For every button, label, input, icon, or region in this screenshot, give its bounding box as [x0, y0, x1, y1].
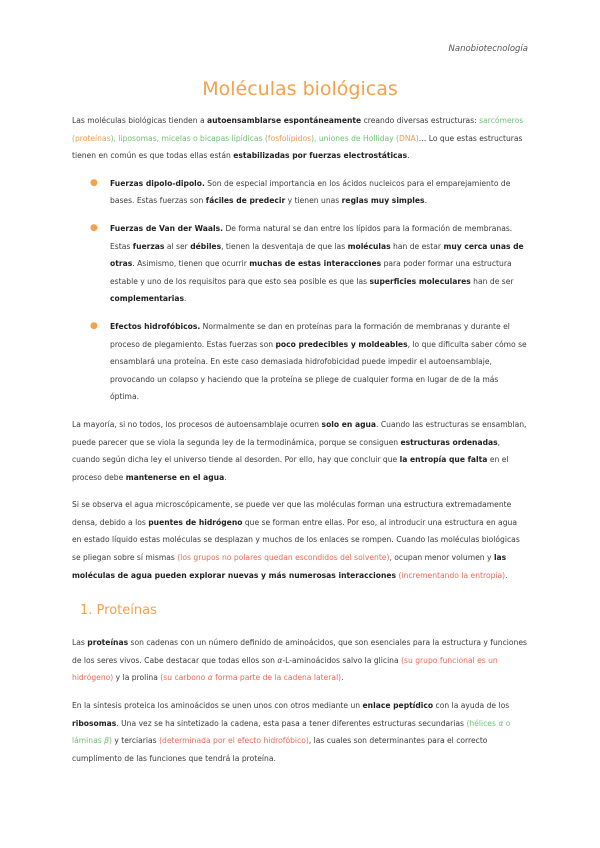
page-title: Moléculas biológicas	[202, 78, 398, 100]
forces-list	[72, 175, 528, 406]
proteins-paragraph: Las proteínas son cadenas con un número definido de aminoácidos, que son esenciales para la estructura y funciones de los seres vivos. Cabe destacar que todas ellos son α-L-aminoácidos salvo la glicina (su grupo funcional es un hidrógeno) y la prolina (su carbono α forma parte de la cadena lateral).	[72, 638, 527, 683]
list-item: ● Fuerzas dipolo-dipolo. Son de especial importancia en los ácidos nucleicos para el emparejamiento de bases. Estas fuerzas son fáciles de predecir y tienen unas reglas muy simples.	[82, 175, 528, 210]
synthesis-paragraph: En la síntesis proteica los aminoácidos se unen unos con otros mediante un enlace peptídico con la ayuda de los ribosomas. Una vez se ha sintetizado la cadena, esta pasa a tener diferentes estructuras secundarias (hélices α o láminas β) y terciarias (determinada por el efecto hidrofóbico), las cuales son determinantes para el correcto cumplimento de las funciones que tendrá la proteína.	[72, 701, 511, 763]
document-body	[72, 112, 528, 777]
bullet-icon: ●	[90, 320, 98, 331]
list-item: ● Fuerzas de Van der Waals. De forma natural se dan entre los lípidos para la formación de membranas. Estas fuerzas al ser débiles, tienen la desventaja de que las moléculas han de estar muy cerca unas de otras. Asimismo, tienen que ocurrir muchas de estas interacciones para poder formar una estructura estable y uno de los requisitos para que esto sea posible es que las superficies moleculares han de ser complementarias.	[82, 220, 528, 308]
header-course: Nanobiotecnología	[448, 44, 528, 54]
bullet-icon: ●	[90, 177, 98, 188]
section-heading-proteins: 1. Proteínas	[80, 603, 157, 619]
water-paragraph: Si se observa el agua microscópicamente, se puede ver que las moléculas forman una estructura extremadamente densa, debido a los puentes de hidrógeno que se forman entre ellas. Por eso, al introducir una estructura en agua en estado líquido estas moléculas se desplazan y muchos de los enlaces se rompen. Cuando las moléculas biológicas se pliegan sobre sí mismas (los grupos no polares quedan escondidos del solvente), ocupan menor volumen y las moléculas de agua pueden explorar nuevas y más numerosas interacciones (incrementando la entropía).	[72, 500, 520, 580]
entropy-paragraph: La mayoría, si no todos, los procesos de autoensamblaje ocurren solo en agua. Cuando las estructuras se ensamblan, puede parecer que se viola la segunda ley de la termodinámica, porque se consiguen estructuras ordenadas, cuando según dicha ley el universo tiende al desorden. Por ello, hay que concluir que la entropía que falta en el proceso debe mantenerse en el agua.	[72, 419, 527, 482]
bullet-icon: ●	[90, 222, 98, 233]
intro-paragraph: Las moléculas biológicas tienden a autoensamblarse espontáneamente creando diversas estructuras: sarcómeros (proteínas), liposomas, micelas o bicapas lipídicas (fosfolípidos), uniones de Holliday (DNA)… Lo que estas estructuras tienen en común es que todas ellas están estabilizadas por fuerzas electrostáticas.	[72, 116, 524, 161]
list-item: ● Efectos hidrofóbicos. Normalmente se dan en proteínas para la formación de membranas y durante el proceso de plegamiento. Estas fuerzas son poco predecibles y moldeables, lo que dificulta saber cómo se ensamblará una proteína. En este caso demasiada hidrofobicidad puede impedir el autoensamblaje, provocando un colapso y haciendo que la proteína se pliege de cualquier forma en lugar de de la más óptima.	[82, 318, 528, 406]
